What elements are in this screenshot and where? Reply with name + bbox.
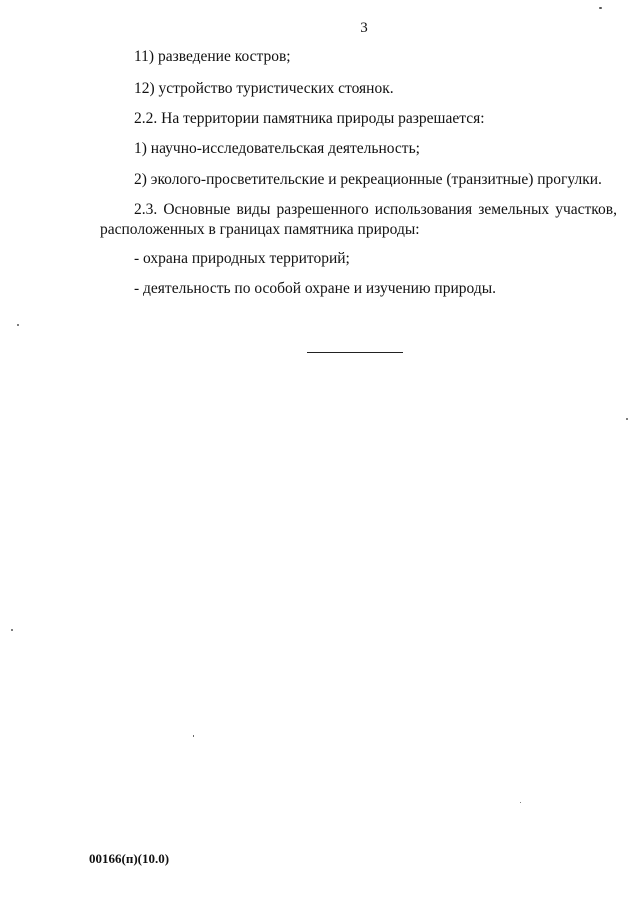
scan-speck xyxy=(520,802,521,803)
list-item-12: 12) устройство туристических стоянок. xyxy=(134,80,394,97)
scan-speck xyxy=(11,629,13,631)
page-number: 3 xyxy=(360,20,368,36)
land-use-item-2: - деятельность по особой охране и изучению природы. xyxy=(134,280,497,297)
section-2-3-line-2: расположенных в границах памятника природы: xyxy=(100,221,420,238)
scan-speck xyxy=(193,735,194,737)
scan-speck xyxy=(17,324,19,326)
permitted-item-2: 2) эколого-просветительские и рекреационные (транзитные) прогулки. xyxy=(134,171,602,188)
section-2-3-line-1: 2.3. Основные виды разрешенного использования земельных участков, xyxy=(134,201,617,218)
list-item-11: 11) разведение костров; xyxy=(134,48,291,65)
section-2-2-heading: 2.2. На территории памятника природы разрешается: xyxy=(134,110,485,127)
scan-speck xyxy=(599,7,602,9)
scan-speck xyxy=(626,418,628,420)
end-separator-line xyxy=(307,352,403,353)
land-use-item-1: - охрана природных территорий; xyxy=(134,250,350,267)
permitted-item-1: 1) научно-исследовательская деятельность; xyxy=(134,140,420,157)
document-code: 00166(п)(10.0) xyxy=(89,851,170,866)
